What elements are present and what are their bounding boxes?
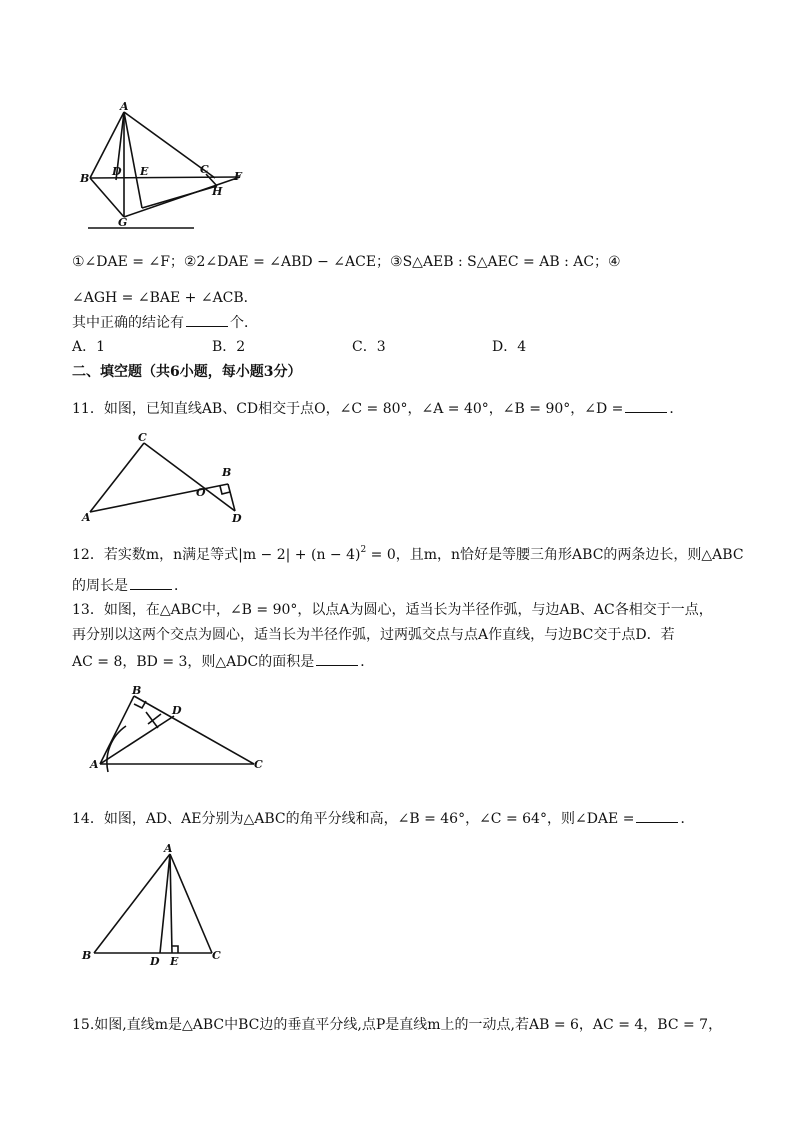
label-B: B bbox=[222, 466, 232, 479]
label-E: E bbox=[140, 165, 149, 178]
figure-q13 bbox=[88, 684, 278, 779]
q12-line1-pre: 12．若实数m，n满足等式|m − 2| + (n − 4) bbox=[72, 547, 361, 563]
label-G: G bbox=[118, 216, 128, 229]
figure-q11 bbox=[78, 428, 258, 528]
label-B: B bbox=[132, 684, 142, 697]
label-C: C bbox=[138, 431, 147, 444]
q11-text-pre: 11．如图，已知直线AB、CD相交于点O，∠C = 80°，∠A = 40°，∠B = 90°，∠D = bbox=[72, 401, 624, 417]
section2-title: 二、填空题（共6小题，每小题3分） bbox=[72, 364, 302, 380]
q14-text-pre: 14．如图，AD、AE分别为△ABC的角平分线和高，∠B = 46°，∠C = 64°，则∠DAE = bbox=[72, 811, 635, 827]
q13-line3 bbox=[72, 651, 374, 672]
q13-line1: 13．如图，在△ABC中，∠B = 90°，以点A为圆心，适当长为半径作弧，与边AB、AC各相交于一点， bbox=[72, 602, 713, 618]
q10-option-a[interactable]: A．1 bbox=[72, 339, 106, 355]
q13-line2: 再分别以这两个交点为圆心，适当长为半径作弧，过两弧交点与点A作直线，与边BC交于点D．若 bbox=[72, 627, 675, 643]
label-A: A bbox=[90, 758, 99, 771]
label-D: D bbox=[112, 165, 122, 178]
q14-text bbox=[72, 808, 694, 829]
q10-option-b[interactable]: B．2 bbox=[212, 339, 246, 355]
label-B: B bbox=[82, 949, 92, 962]
q11-answer-blank[interactable] bbox=[625, 398, 667, 413]
q12-line1-post: = 0，且m，n恰好是等腰三角形ABC的两条边长，则△ABC bbox=[366, 547, 744, 563]
label-C: C bbox=[254, 758, 263, 771]
label-D: D bbox=[150, 955, 160, 968]
q11-text bbox=[72, 398, 683, 419]
q13-line3-post: ． bbox=[360, 654, 375, 670]
label-B: B bbox=[80, 172, 90, 185]
q10-question-pre: 其中正确的结论有 bbox=[72, 315, 184, 331]
q12-answer-blank[interactable] bbox=[130, 575, 172, 590]
q14-text-post: ． bbox=[680, 811, 695, 827]
q12-line2-pre: 的周长是 bbox=[72, 578, 128, 594]
q13-answer-blank[interactable] bbox=[316, 651, 358, 666]
label-D: D bbox=[232, 512, 242, 525]
q14-answer-blank[interactable] bbox=[636, 808, 678, 823]
label-A: A bbox=[164, 842, 173, 855]
q10-statements-line1: ①∠DAE = ∠F；②2∠DAE = ∠ABD − ∠ACE；③S△AEB : S△AEC = AB : AC；④ bbox=[72, 254, 621, 270]
q10-answer-blank[interactable] bbox=[186, 312, 228, 327]
label-A: A bbox=[120, 100, 129, 113]
q12-line1 bbox=[72, 540, 744, 565]
figure-q14 bbox=[80, 840, 240, 970]
label-C: C bbox=[200, 163, 209, 176]
label-H: H bbox=[212, 185, 223, 198]
label-E: E bbox=[170, 955, 179, 968]
q15-text: 15.如图,直线m是△ABC中BC边的垂直平分线,点P是直线m上的一动点,若AB = 6，AC = 4，BC = 7， bbox=[72, 1017, 723, 1033]
q10-option-d[interactable]: D．4 bbox=[492, 339, 527, 355]
figure-q10 bbox=[80, 100, 260, 235]
q12-line2 bbox=[72, 575, 188, 596]
q10-question bbox=[72, 312, 258, 333]
q11-text-post: ． bbox=[669, 401, 684, 417]
label-A: A bbox=[82, 511, 91, 524]
q12-exponent: 2 bbox=[360, 545, 367, 555]
label-C: C bbox=[212, 949, 221, 962]
q10-statements-line2: ∠AGH = ∠BAE + ∠ACB． bbox=[72, 290, 258, 306]
label-O: O bbox=[196, 486, 206, 499]
q12-line2-post: ． bbox=[174, 578, 188, 594]
label-D: D bbox=[172, 704, 182, 717]
q10-option-c[interactable]: C．3 bbox=[352, 339, 386, 355]
q13-line3-pre: AC = 8，BD = 3，则△ADC的面积是 bbox=[72, 654, 315, 670]
q10-question-post: 个． bbox=[230, 315, 258, 331]
label-F: F bbox=[234, 170, 242, 183]
